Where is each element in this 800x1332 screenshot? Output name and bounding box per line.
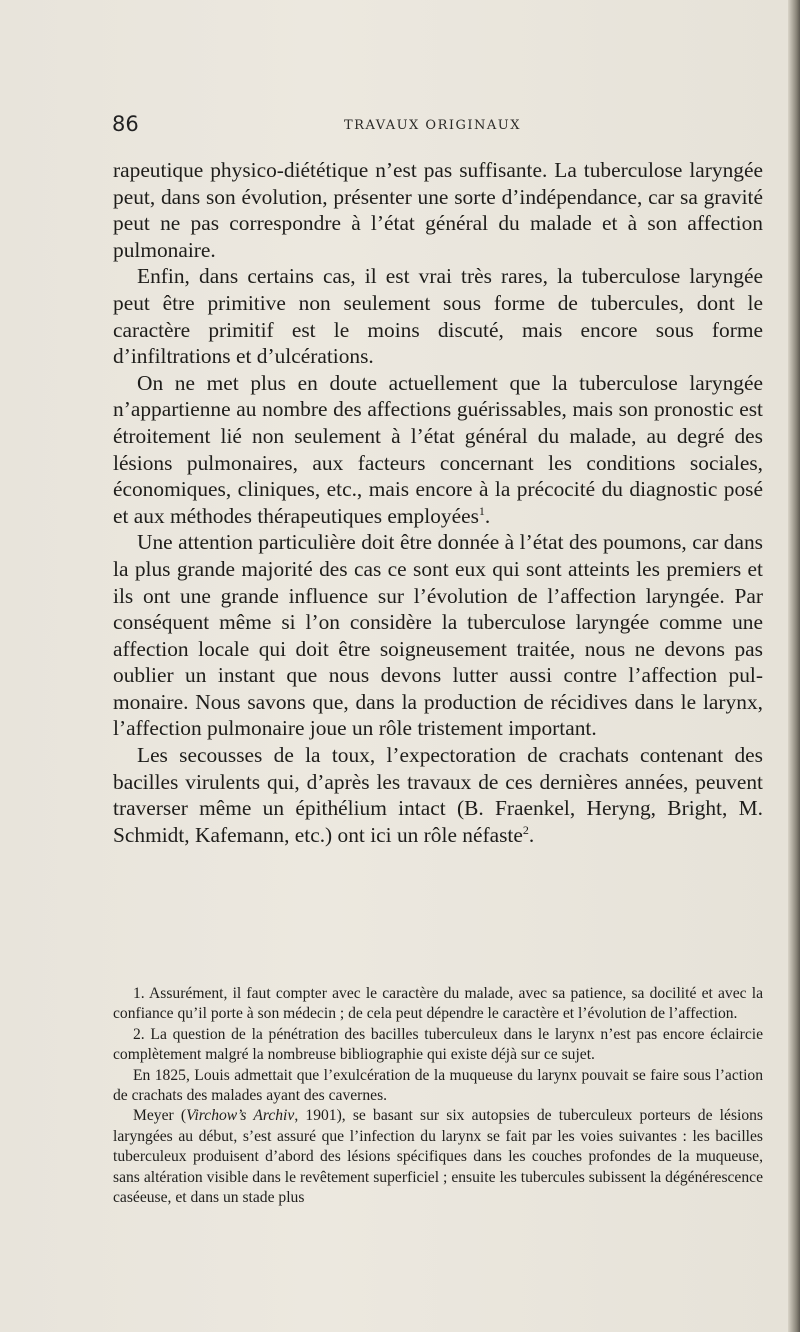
footnote-meyer-a: Meyer ( bbox=[133, 1107, 187, 1125]
footnote-2: 2. La question de la pénétration des bacilles tuberculeux dans le larynx n’est pas encore éclaircie complètement malgré la nombreuse bibliographie qui existe déjà sur ce sujet. bbox=[113, 1025, 763, 1064]
footnote-journal-title: Virchow’s Archiv bbox=[186, 1107, 295, 1125]
footnote-ref-1: 1 bbox=[478, 503, 485, 518]
page-edge-shadow bbox=[788, 0, 800, 1332]
main-text bbox=[113, 157, 763, 848]
paragraph-3 bbox=[113, 370, 763, 530]
paragraph-5-end: . bbox=[528, 822, 535, 847]
paragraph-5 bbox=[113, 742, 763, 848]
footnote-1: 1. Assurément, il faut compter avec le caractère du malade, avec sa patience, sa docilité et avec la confiance qu’il porte à son médecin ; de cela peut dépendre le caractère et l’évolution de l’affection. bbox=[113, 985, 763, 1023]
footnote-2-cont-a: En 1825, Louis admettait que l’exulcération de la muqueuse du larynx pouvait se faire sous l’action de crachats des malades ayant des cavernes. bbox=[113, 1066, 763, 1105]
page-number: 86 bbox=[112, 112, 139, 136]
paragraph-4: Une attention particulière doit être donnée à l’état des poumons, car dans la plus grande majorité des cas ce sont eux qui sont atteints les premiers et ils ont une grande influence sur l’évolution de l’affection laryngée. Par conséquent même si l’on considère la tuberculose laryngée comme une affection locale qui doit être soigneusement traitée, nous ne devons pas oublier un instant que nous devons lutter aussi contre l’affection pulmonaire. Nous savons que, dans la production de récidives dans le larynx, l’affection pulmonaire joue un rôle tristement important. bbox=[113, 530, 763, 741]
footnote-meyer-b: , 1901), se basant sur six autopsies de tuberculeux porteurs de lésions laryngées au début, s’est assuré que l’infection du larynx se fait par les voies suivantes : les bacilles tuberculeux produisent d’abord des lésions spécifiques dans les couches profondes de la muqueuse, sans altération visible dans le revêtement superficiel ; ensuite les tubercules subissent la dégénérescence caséeuse, et dans un stade plus bbox=[113, 1107, 764, 1207]
footnotes bbox=[113, 984, 763, 1208]
footnote-ref-2: 2 bbox=[522, 822, 529, 837]
paragraph-2: Enfin, dans certains cas, il est vrai très rares, la tuberculose laryngée peut être primitive non seulement sous forme de tubercules, dont le caractère primitif est le moins discuté, mais encore sous forme d’infiltrations et d’ulcérations. bbox=[113, 264, 763, 369]
paragraph-5-text: Les secousses de la toux, l’expectoration de crachats contenant des bacilles virulents qui, d’après les travaux de ces dernières années, peuvent traverser même un épithélium intact (B. Fraenkel, Heryng, Bright, M. Schmidt, Kafemann, etc.) ont ici un rôle néfaste bbox=[113, 743, 763, 847]
footnote-2-cont-b bbox=[113, 1106, 763, 1208]
paragraph-3-text: On ne met plus en doute actuellement que la tuberculose laryngée n’appartienne au nombre des affections guérissables, mais son pronostic est étroitement lié non seulement à l’état général du malade, au degré des lésions pulmonaires, aux facteurs concernant les conditions sociales, économiques, cliniques, etc., mais encore à la précocité du diagnostic posé et aux méthodes thérapeutiques employées bbox=[113, 370, 763, 528]
running-head: TRAVAUX ORIGINAUX bbox=[344, 118, 522, 133]
page-header bbox=[112, 112, 762, 140]
paragraph-3-end: . bbox=[484, 503, 491, 528]
paragraph-1: rapeutique physico-diététique n’est pas suffisante. La tuberculose laryngée peut, dans son évolution, présenter une sorte d’indépendance, car sa gravité peut ne pas correspondre à l’état général du malade et à son affection pulmonaire. bbox=[113, 158, 763, 262]
